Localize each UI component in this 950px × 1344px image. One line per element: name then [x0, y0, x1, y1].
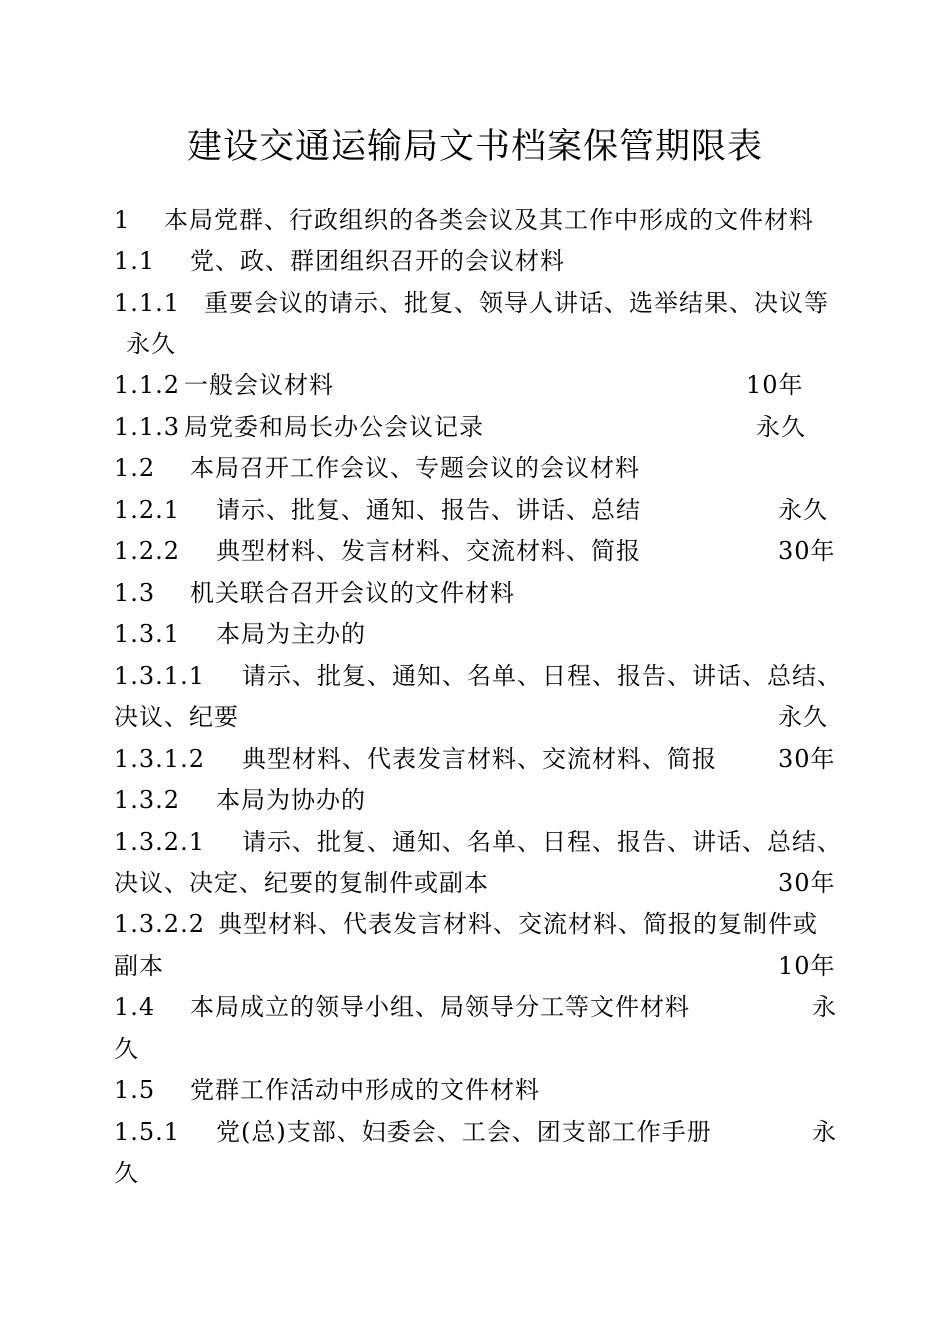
- retention-period: 永久: [778, 703, 828, 731]
- entry-number: 1.5: [114, 1076, 156, 1104]
- entry-number: 1.3.1.1: [114, 662, 205, 690]
- entry-text: 决议、决定、纪要的复制件或副本: [114, 869, 489, 897]
- entry-text: 请示、批复、通知、报告、讲话、总结: [216, 496, 641, 524]
- entry-number: 1.3.1.2: [114, 745, 205, 773]
- retention-period: 10年: [746, 371, 804, 399]
- entry-text: 久: [114, 1159, 139, 1187]
- entry-number: 1.1.2: [114, 371, 181, 399]
- entry-text: 本局召开工作会议、专题会议的会议材料: [190, 454, 640, 482]
- entry-text: 请示、批复、通知、名单、日程、报告、讲话、总结、: [242, 828, 842, 856]
- retention-period: 永: [812, 993, 837, 1021]
- retention-period: 永久: [778, 496, 828, 524]
- entry-text: 久: [114, 1035, 139, 1063]
- entry-number: 1.4: [114, 993, 156, 1021]
- entry-number: 1.3.2.2: [114, 910, 205, 938]
- entry-text: 重要会议的请示、批复、领导人讲话、选举结果、决议等: [204, 289, 829, 317]
- entry-text: 请示、批复、通知、名单、日程、报告、讲话、总结、: [242, 662, 842, 690]
- entry-text: 本局党群、行政组织的各类会议及其工作中形成的文件材料: [164, 206, 814, 234]
- retention-period: 30年: [778, 869, 836, 897]
- retention-period: 30年: [778, 537, 836, 565]
- entry-text: 副本: [114, 952, 164, 980]
- entry-number: 1.5.1: [114, 1118, 181, 1146]
- entry-number: 1.3.2.1: [114, 828, 205, 856]
- entry-text: 典型材料、发言材料、交流材料、简报: [216, 537, 641, 565]
- entry-number: 1.1.1: [114, 289, 181, 317]
- retention-period: 永久: [756, 413, 806, 441]
- entry-text: 决议、纪要: [114, 703, 239, 731]
- entry-text: 典型材料、代表发言材料、交流材料、简报: [242, 745, 717, 773]
- entry-number: 1.1.3: [114, 413, 181, 441]
- entry-number: 1.2.2: [114, 537, 181, 565]
- entry-number: 1.1: [114, 247, 156, 275]
- entry-text: 典型材料、代表发言材料、交流材料、简报的复制件或: [218, 910, 818, 938]
- entry-text: 局党委和局长办公会议记录: [184, 413, 484, 441]
- entry-text: 本局为协办的: [216, 786, 366, 814]
- entry-text: 党群工作活动中形成的文件材料: [190, 1076, 540, 1104]
- entry-number: 1: [114, 206, 131, 234]
- entry-number: 1.2: [114, 454, 156, 482]
- entry-text: 党、政、群团组织召开的会议材料: [190, 247, 565, 275]
- entry-number: 1.3: [114, 579, 156, 607]
- entry-text: 本局成立的领导小组、局领导分工等文件材料: [190, 993, 690, 1021]
- retention-period: 30年: [778, 745, 836, 773]
- entry-text: 机关联合召开会议的文件材料: [190, 579, 515, 607]
- retention-period: 10年: [778, 952, 836, 980]
- entry-text: 一般会议材料: [184, 371, 334, 399]
- entry-number: 1.3.1: [114, 620, 181, 648]
- entry-text: 党(总)支部、妇委会、工会、团支部工作手册: [216, 1118, 712, 1146]
- entry-number: 1.2.1: [114, 496, 181, 524]
- document-title: 建设交通运输局文书档案保管期限表: [186, 127, 763, 167]
- retention-period: 永久: [126, 330, 176, 358]
- entry-text: 本局为主办的: [216, 620, 366, 648]
- retention-period: 永: [812, 1118, 837, 1146]
- entry-number: 1.3.2: [114, 786, 181, 814]
